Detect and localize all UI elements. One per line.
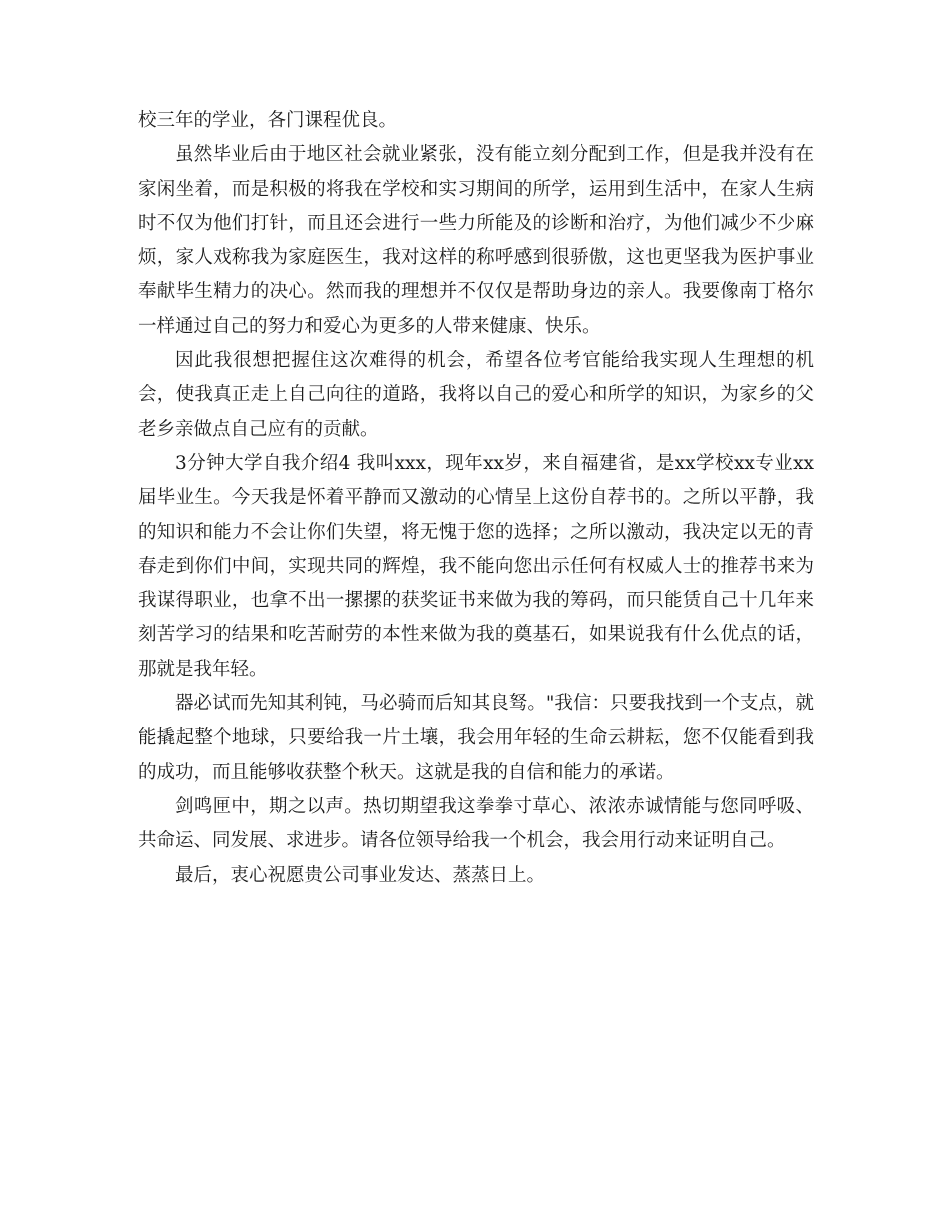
paragraph-1: 校三年的学业，各门课程优良。 <box>138 110 398 131</box>
paragraph-3: 因此我很想把握住这次难得的机会，希望各位考官能给我实现人生理想的机会，使我真正走上自己向往的道路，我将以自己的爱心和所学的知识，为家乡的父老乡亲做点自己应有的贡献。 <box>138 350 814 440</box>
paragraph-2: 虽然毕业后由于地区社会就业紧张，没有能立刻分配到工作，但是我并没有在家闲坐着，而是积极的将我在学校和实习期间的所学，运用到生活中，在家人生病时不仅为他们打针，而且还会进行一些力所能及的诊断和治疗，为他们减少不少麻烦，家人戏称我为家庭医生，我对这样的称呼感到很骄傲，这也更坚我为医护事业奉献毕生精力的决心。然而我的理想并不仅仅是帮助身边的亲人。我要像南丁格尔一样通过自己的努力和爱心为更多的人带来健康、快乐。 <box>138 144 814 337</box>
paragraph-7: 最后，衷心祝愿贵公司事业发达、蒸蒸日上。 <box>175 864 546 886</box>
paragraph-4: 3分钟大学自我介绍4 我叫xxx，现年xx岁，来自福建省，是xx学校xx专业xx届毕业生。今天我是怀着平静而又激动的心情呈上这份自荐书的。之所以平静，我的知识和能力不会让你们失望，将无愧于您的选择；之所以激动，我决定以无的青春走到你们中间，实现共同的辉煌，我不能向您出示任何有权威人士的推荐书来为我谋得职业，也拿不出一摞摞的获奖证书来做为我的筹码，而只能赁自己十几年来刻苦学习的结果和吃苦耐劳的本性来做为我的奠基石，如果说我有什么优点的话，那就是我年轻。 <box>138 452 814 680</box>
paragraph-5: 器必试而先知其利钝，马必骑而后知其良驽。"我信：只要我找到一个支点，就能撬起整个地球，只要给我一片土壤，我会用年轻的生命云耕耘，您不仅能看到我的成功，而且能够收获整个秋天。这就是我的自信和能力的承诺。 <box>138 693 814 783</box>
paragraph-6: 剑鸣匣中，期之以声。热切期望我这拳拳寸草心、浓浓赤诚情能与您同呼吸、共命运、同发展、求进步。请各位领导给我一个机会，我会用行动来证明自己。 <box>138 795 814 852</box>
document-body <box>138 104 814 893</box>
